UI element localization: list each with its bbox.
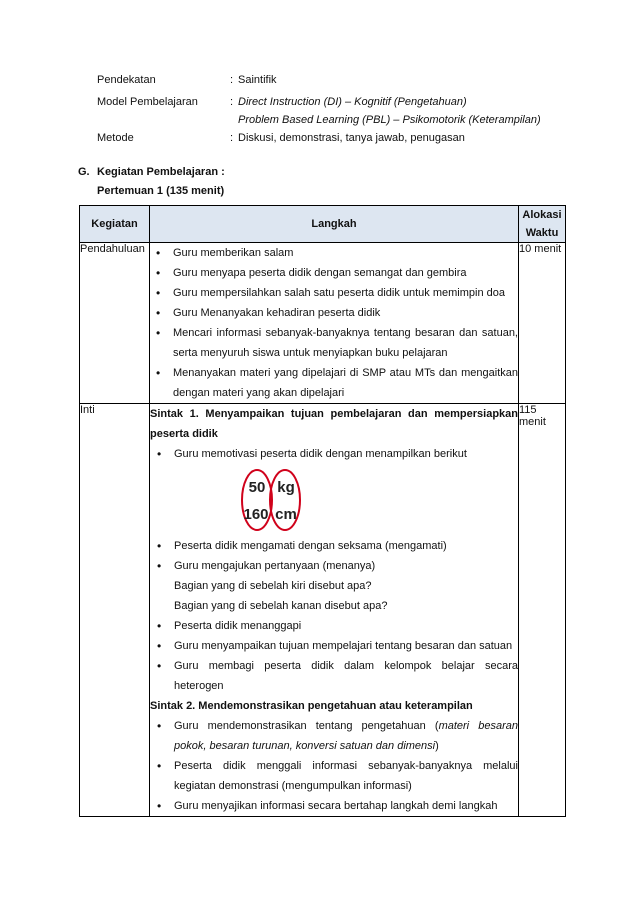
unit-cm: cm: [275, 506, 297, 523]
activity-name: Pendahuluan: [80, 243, 150, 404]
step-list: [150, 716, 518, 816]
list-item: • Peserta didik mengamati dengan seksama (mengamati): [150, 536, 518, 556]
list-item: • Guru memberikan salam: [153, 243, 518, 263]
step-text-italic: materi besaran pokok, besaran turunan, konversi satuan dan dimensi: [174, 720, 518, 752]
value-160: 160: [243, 506, 269, 523]
step-list: [150, 444, 518, 464]
list-item: • Guru menyampaikan tujuan mempelajari tentang besaran dan satuan: [150, 636, 518, 656]
section-title: Kegiatan Pembelajaran :: [97, 166, 225, 178]
mass-length-figure: [150, 464, 518, 536]
table-header-row: [80, 206, 566, 243]
step-text: ): [435, 740, 439, 752]
step-list: [150, 616, 518, 696]
value-50: 50: [248, 479, 266, 496]
activity-name: Inti: [80, 404, 150, 817]
section-letter: G.: [78, 166, 90, 178]
list-item: • Menanyakan materi yang dipelajari di SMP atau MTs dan mengaitkan dengan materi yang akan dipelajari: [153, 363, 518, 403]
list-item: • Guru mengajukan pertanyaan (menanya): [150, 556, 518, 576]
meta-value-pendekatan: Saintifik: [238, 74, 277, 86]
step-list: [153, 243, 518, 403]
meta-colon: :: [230, 74, 234, 86]
steps-cell: [150, 404, 519, 817]
list-item: • Guru memotivasi peserta didik dengan menampilkan berikut: [150, 444, 518, 464]
list-item: • Guru menyajikan informasi secara bertahap langkah demi langkah: [150, 796, 518, 816]
meta-label-model: Model Pembelajaran: [97, 96, 198, 108]
table-row-inti: [80, 404, 566, 817]
steps-cell: [150, 243, 519, 404]
header-waktu: Waktu: [525, 227, 559, 239]
question-line: Bagian yang di sebelah kiri disebut apa?: [174, 580, 372, 592]
list-item: • Guru membagi peserta didik dalam kelompok belajar secara heterogen: [150, 656, 518, 696]
list-item: [150, 716, 518, 756]
table-row-pendahuluan: [80, 243, 566, 404]
meta-label-pendekatan: Pendekatan: [97, 74, 156, 86]
meta-label-metode: Metode: [97, 132, 134, 144]
step-text: Guru mendemonstrasikan tentang pengetahuan (: [174, 720, 439, 732]
meeting-title: Pertemuan 1 (135 menit): [97, 185, 225, 197]
meta-value-model-2: Problem Based Learning (PBL) – Psikomotorik (Keterampilan): [238, 114, 541, 126]
list-item: • Peserta didik menanggapi: [150, 616, 518, 636]
list-item: • Peserta didik menggali informasi sebanyak-banyaknya melalui kegiatan demonstrasi (mengumpulkan informasi): [150, 756, 518, 796]
question-line: Bagian yang di sebelah kanan disebut apa?: [174, 600, 388, 612]
ring-diagram: [234, 464, 374, 536]
meta-value-model-1: Direct Instruction (DI) – Kognitif (Pengetahuan): [238, 96, 467, 108]
meta-colon: :: [230, 96, 234, 108]
time-allocation: 10 menit: [519, 243, 566, 404]
sintak-2-title: Sintak 2. Mendemonstrasikan pengetahuan atau keterampilan: [150, 700, 473, 712]
list-item: • Guru menyapa peserta didik dengan semangat dan gembira: [153, 263, 518, 283]
list-item: • Guru Menanyakan kehadiran peserta didik: [153, 303, 518, 323]
time-allocation: 115 menit: [519, 404, 566, 817]
meta-colon: :: [230, 132, 234, 144]
unit-kg: kg: [277, 479, 295, 496]
sintak-1-title: Sintak 1. Menyampaikan tujuan pembelajaran dan mempersiapkan peserta didik: [150, 408, 518, 440]
list-item: • Guru mempersilahkan salah satu peserta didik untuk memimpin doa: [153, 283, 518, 303]
header-kegiatan: Kegiatan: [80, 206, 150, 243]
step-list: [150, 536, 518, 576]
header-alokasi-waktu: [519, 206, 566, 243]
meta-value-metode: Diskusi, demonstrasi, tanya jawab, penugasan: [238, 132, 465, 144]
header-langkah: Langkah: [150, 206, 519, 243]
list-item: • Mencari informasi sebanyak-banyaknya tentang besaran dan satuan, serta menyuruh siswa untuk menyiapkan buku pelajaran: [153, 323, 518, 363]
header-alokasi: Alokasi: [522, 209, 562, 221]
lesson-plan-table: [79, 205, 566, 817]
